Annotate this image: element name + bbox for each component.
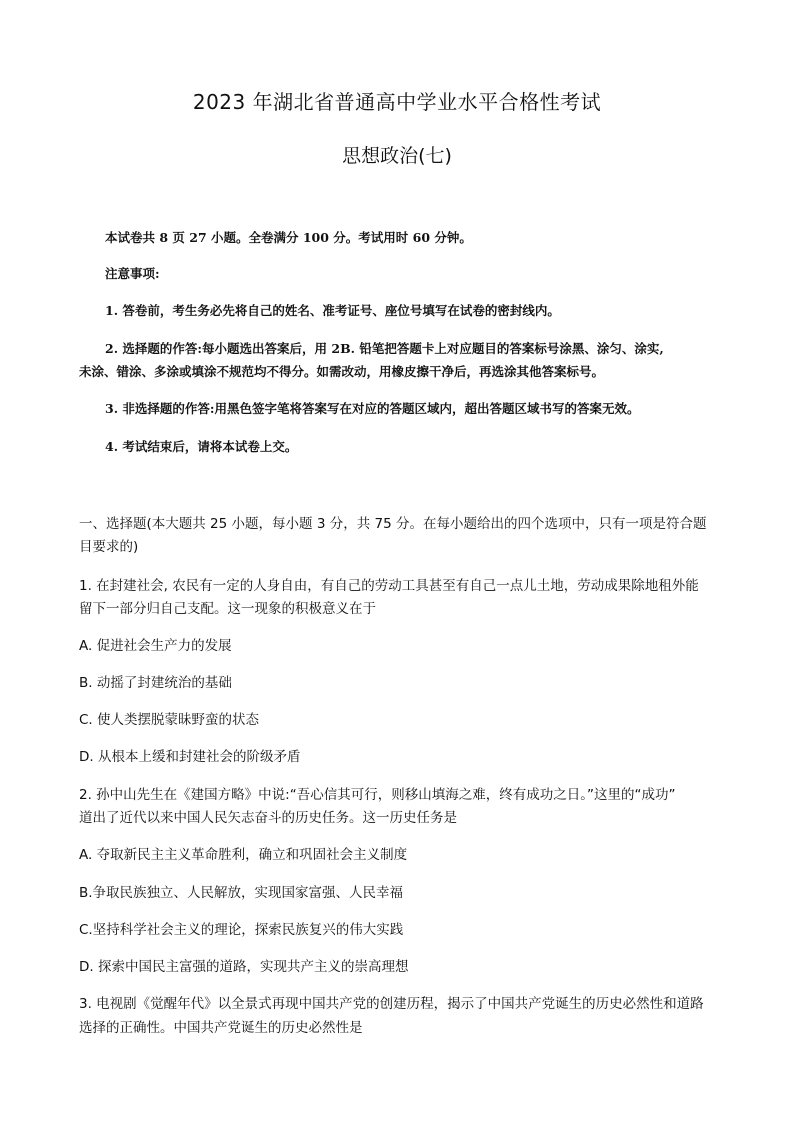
notice-item-2-line-2: 未涂、错涂、多涂或填涂不规范均不得分。如需改动，用橡皮擦干净后，再选涂其他答案标号。	[79, 364, 605, 379]
question-2-option-b: B.争取民族独立、人民解放，实现国家富强、人民幸福	[79, 885, 404, 901]
question-1-stem-line-2: 留下一部分归自己支配。这一现象的积极意义在于	[79, 601, 376, 617]
notice-item-1: 1. 答卷前，考生务必先将自己的姓名、准考证号、座位号填写在试卷的密封线内。	[105, 303, 560, 318]
exam-intro: 本试卷共 8 页 27 小题。全卷满分 100 分。考试用时 60 分钟。	[105, 230, 472, 245]
question-1-option-b: B. 动摇了封建统治的基础	[79, 675, 232, 691]
notice-item-3: 3. 非选择题的作答:用黑色签字笔将答案写在对应的答题区域内，超出答题区域书写的答案无效。	[105, 401, 640, 416]
question-2-stem-line-2: 道出了近代以来中国人民矢志奋斗的历史任务。这一历史任务是	[79, 810, 457, 826]
notice-item-4: 4. 考试结束后，请将本试卷上交。	[105, 439, 298, 454]
section-heading-line-1: 一、选择题(本大题共 25 小题，每小题 3 分，共 75 分。在每小题给出的四个选项中，只有一项是符合题	[79, 516, 707, 532]
question-1-option-c: C. 使人类摆脱蒙昧野蛮的状态	[79, 712, 260, 728]
question-2-stem-line-1: 2. 孙中山先生在《建国方略》中说:“吾心信其可行，则移山填海之难，终有成功之日。”这里的“成功”	[79, 787, 676, 803]
question-1-stem-line-1: 1. 在封建社会, 农民有一定的人身自由，有自己的劳动工具甚至有自己一点儿土地，劳动成果除地租外能	[79, 578, 699, 594]
question-1-option-a: A. 促进社会生产力的发展	[79, 638, 232, 654]
question-2-option-d: D. 探索中国民主富强的道路，实现共产主义的崇高理想	[79, 959, 409, 975]
subject-title: 思想政治(七)	[342, 145, 452, 167]
notice-heading: 注意事项:	[105, 266, 160, 281]
question-3-stem-line-2: 选择的正确性。中国共产党诞生的历史必然性是	[79, 1020, 363, 1036]
section-heading-line-2: 目要求的)	[79, 539, 139, 555]
notice-item-2-line-1: 2. 选择题的作答:每小题选出答案后，用 2B. 铅笔把答题卡上对应题目的答案标号涂黑、涂匀、涂实,	[105, 341, 664, 356]
question-2-option-c: C.坚持科学社会主义的理论，探索民族复兴的伟大实践	[79, 922, 404, 938]
question-2-option-a: A. 夺取新民主主义革命胜利，确立和巩固社会主义制度	[79, 847, 408, 863]
question-3-stem-line-1: 3. 电视剧《觉醒年代》以全景式再现中国共产党的创建历程，揭示了中国共产党诞生的历史必然性和道路	[79, 996, 704, 1012]
exam-title: 2023 年湖北省普通高中学业水平合格性考试	[192, 90, 602, 114]
question-1-option-d: D. 从根本上缓和封建社会的阶级矛盾	[79, 749, 301, 765]
